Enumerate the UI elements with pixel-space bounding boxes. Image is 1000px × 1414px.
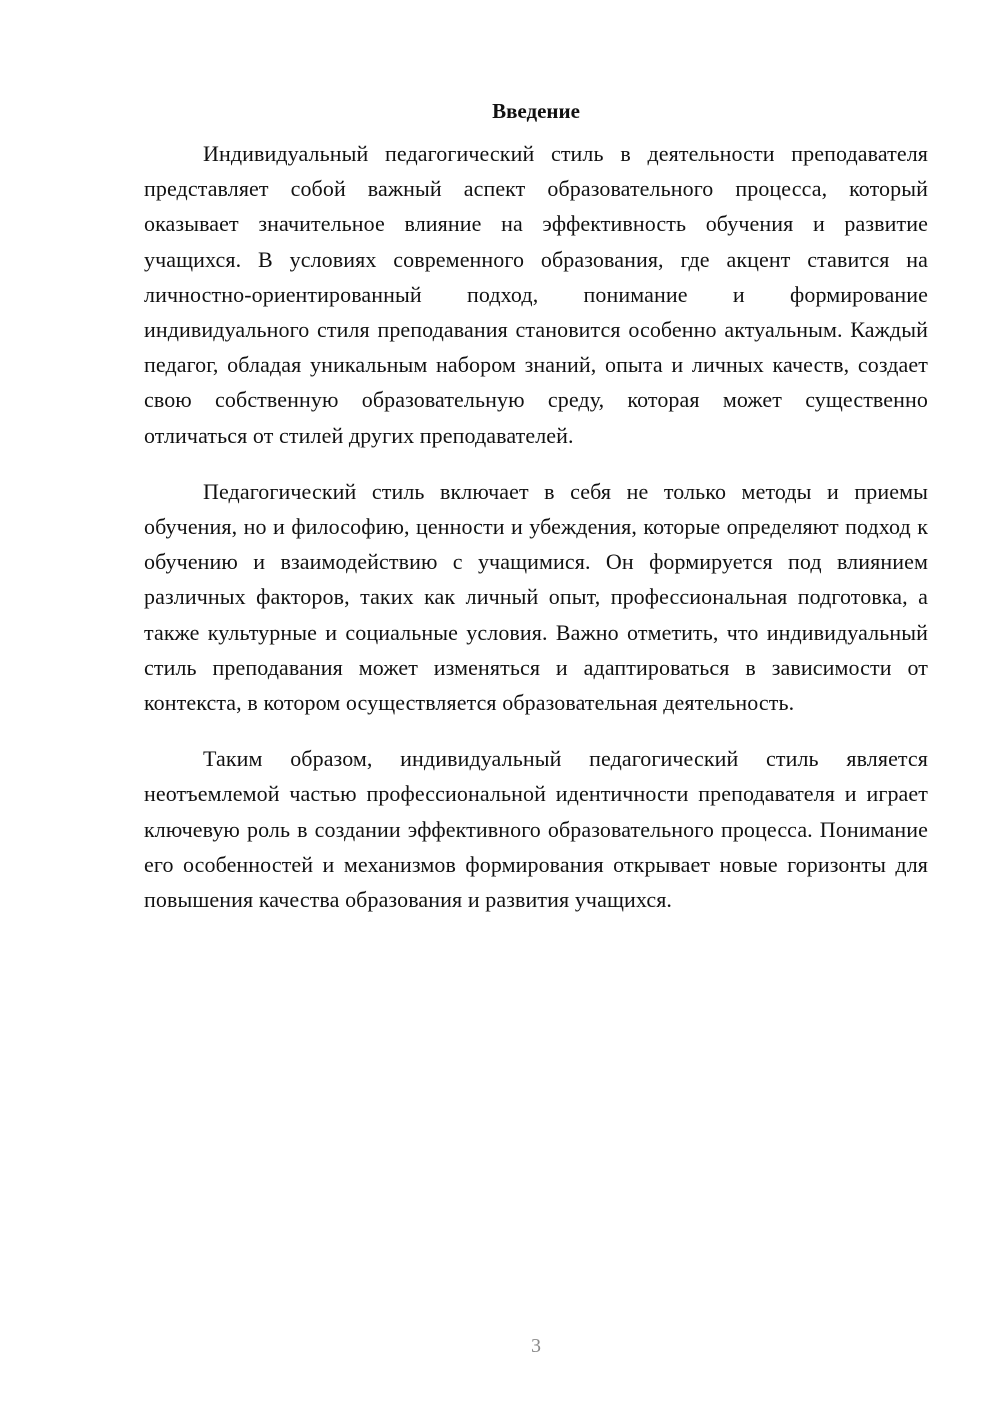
section-title: Введение — [492, 99, 580, 123]
paragraph-2: Педагогический стиль включает в себя не только методы и приемы обучения, но и философию, ценности и убеждения, которые определяют подход к обучению и взаимодействию с учащимися. Он формируется под влиянием различных факторов, таких как личный опыт, профессиональная подготовка, а также культурные и социальные условия. Важно отметить, что индивидуальный стиль преподавания может изменяться и адаптироваться в зависимости от контекста, в котором осуществляется образовательная деятельность. — [144, 478, 928, 716]
page-number: 3 — [531, 1335, 541, 1357]
paragraph-3: Таким образом, индивидуальный педагогический стиль является неотъемлемой частью профессиональной идентичности преподавателя и играет ключевую роль в создании эффективного образовательного процесса. Понимание его особенностей и механизмов формирования открывает новые горизонты для повышения качества образования и развития учащихся. — [144, 746, 928, 913]
page-body — [144, 94, 928, 938]
paragraph-1: Индивидуальный педагогический стиль в деятельности преподавателя представляет собой важный аспект образовательного процесса, который оказывает значительное влияние на эффективность обучения и развитие учащихся. В условиях современного образования, где акцент ставится на личностно-ориентированный подход, понимание и формирование индивидуального стиля преподавания становится особенно актуальным. Каждый педагог, обладая уникальным набором знаний, опыта и личных качеств, создает свою собственную образовательную среду, которая может существенно отличаться от стилей других преподавателей. — [144, 141, 928, 448]
